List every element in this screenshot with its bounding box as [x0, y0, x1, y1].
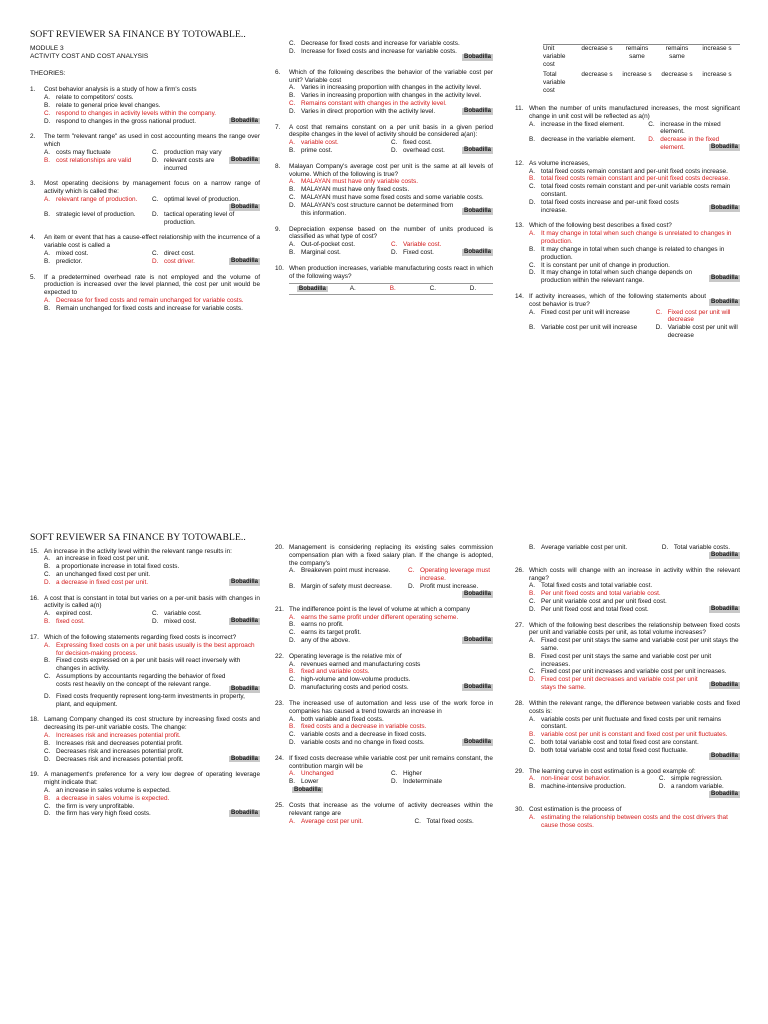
question-17: 17. Which of the following statements regarding fixed costs is incorrect? A. Expressing fixed costs on a per unit basis usually is the best approach for decision-making process. B. Fixed costs expressed on a per unit basis will react inversely with changes in activity. C. Bobadilla Assumptions by accountants regarding the behavior of fixed costs rest heavily on the concept of the relevant range. D. Fixed costs frequently represent long-term investments in property, plant, and equipment. [30, 633, 258, 708]
question-stem: Cost behavior analysis is a study of how a firm's costs [44, 86, 197, 94]
author-tag: Bobadilla [710, 275, 738, 282]
question-5-option-d: D. Bobadilla Increase for fixed costs and increase for variable costs. [289, 47, 491, 60]
question-stem: If activity increases, which of the following statements about cost behavior is true? [529, 292, 706, 308]
question-stem: Cost estimation is the process of [529, 805, 622, 813]
option-c: C. optimal level of production. Bobadilla [152, 196, 258, 210]
author-tag: Bobadilla [230, 755, 258, 762]
author-tag: Bobadilla [230, 618, 258, 625]
question-stem: A cost that is constant in total but varies on a per-unit basis with changes in activity is called a(n) [44, 594, 260, 610]
option-b: B. Fixed cost per unit stays the same and variable cost per unit increases. [529, 652, 712, 668]
author-tag: Bobadilla [230, 203, 258, 210]
option-d: D. Variable cost per unit will decrease [655, 324, 738, 339]
author-tag: Bobadilla [463, 207, 491, 214]
option-d: D. Fixed costs frequently represent long-term investments in property, plant, and equipment. [44, 692, 245, 708]
question-9: 9. Depreciation expense based on the number of units produced is classified as what type of cost? A. Out-of-pocket cost. C. Variable cost. B. Marginal cost. D. Fixed cost. Bobadilla [275, 225, 493, 256]
author-tag: Bobadilla [710, 298, 738, 305]
option-c: C. production may vary [152, 148, 222, 156]
option-a: A. total fixed costs remain constant and per-unit fixed costs increase. [529, 167, 728, 175]
option-c: C. MALAYAN must have some fixed costs and some variable costs. [289, 194, 484, 202]
question-stem: An increase in the activity level within the relevant range results in: [44, 547, 232, 555]
author-tag: Bobadilla [463, 248, 491, 255]
question-stem: When production increases, variable manufacturing costs react in which of the following ways? [289, 264, 493, 280]
option-d: D. Bobadilla Decreases risk and increases potential profit. [44, 755, 258, 763]
option-d-correct: D. Bobadilla a decrease in fixed cost per unit. [44, 578, 258, 586]
author-tag: Bobadilla [463, 684, 491, 691]
option-d: D. Bobadilla respond to changes in the gross national product. [44, 117, 258, 125]
question-21: 21. The indifference point is the level of volume at which a company A. earns the same profit under different operating scheme. B. earns no profit. C. earns its target profit. D. Bobadilla any of the above. [275, 605, 491, 645]
author-tag: Bobadilla [463, 107, 491, 114]
option-d: D. a random variable. Bobadilla [658, 783, 738, 798]
option-b: B. Remain unchanged for fixed costs and increase for variable costs. [44, 304, 243, 312]
author-tag: Bobadilla [463, 590, 491, 597]
author-tag: Bobadilla [710, 752, 738, 759]
option-a-correct: A. Average cost per unit. [289, 817, 364, 825]
option-d: D. mixed cost. Bobadilla [152, 618, 258, 626]
question-19: 19. A management's preference for a very low degree of operating leverage might indicate that: A. an increase in sales volume is expected. B. a decrease in sales volume is expected. C. the firm is very unprofitable. D. Bobadilla the firm has very high fixed costs. [30, 771, 260, 818]
question-5-option-c: C. Decrease for fixed costs and increase for variable costs. [289, 40, 460, 47]
option-a-correct: A. Unchanged [289, 770, 334, 778]
option-a: A. an increase in sales volume is expected. [44, 786, 171, 794]
author-tag: Bobadilla [710, 204, 738, 211]
option-a: A. Breakeven point must increase. [289, 567, 391, 575]
question-stem: An item or event that has a cause-effect relationship with the incurrence of a variable cost is called a [44, 234, 260, 250]
option-a: A. increase in the fixed element. [529, 120, 625, 128]
question-10: 10. When production increases, variable manufacturing costs react in which of the following ways? Bobadilla A. B. C. D. [275, 265, 493, 296]
page2-column-1 [30, 528, 260, 818]
author-tag: Bobadilla [230, 117, 258, 124]
page2-column-2 [275, 544, 493, 825]
option-a: A. Out-of-pocket cost. [289, 241, 355, 249]
option-d: D. Bobadilla both total variable cost and total fixed cost fluctuate. [529, 746, 738, 759]
question-stem: The term "relevant range" as used in cost accounting means the range over which [44, 133, 260, 149]
table-row: Total variable cost decrease s increase s decrease s increase s [543, 71, 732, 95]
question-11: 11. When the number of units manufactured increases, the most significant change in unit cost will be reflected as a(n) A. increase in the fixed element. C. increase in the mixed element. B. decrease in the variable element. D. decrease in the fixed element. Bobadilla [515, 104, 740, 151]
page2-column-3 [515, 544, 740, 829]
question-stem: Lamang Company changed its cost structure by increasing fixed costs and decreasing its per-unit variable costs. The change: [44, 716, 260, 732]
option-d: D. Bobadilla Per unit fixed cost and total fixed cost. [529, 605, 738, 613]
module-subtitle: ACTIVITY COST AND COST ANALYSIS [30, 53, 149, 61]
option-c: C. Fixed cost per unit increases and variable cost per unit increases. [529, 668, 727, 676]
option-c: C. the firm is very unprofitable. [44, 802, 135, 810]
page-title: SOFT REVIEWER SA FINANCE BY TOTOWABLE.. [30, 30, 246, 40]
question-stem: The learning curve in cost estimation is a good example of: [529, 767, 696, 775]
option-d: D. Bobadilla manufacturing costs and period costs. [289, 684, 491, 692]
option-b: B. Lower [289, 778, 319, 786]
option-a: A. an increase in fixed cost per unit. [44, 555, 150, 563]
question-stem: Which of the following statements regarding fixed costs is incorrect? [44, 633, 237, 641]
option-c: C. fixed cost. [391, 139, 432, 147]
question-stem: Which costs will change with an increase in activity within the relevant range? [529, 566, 740, 582]
option-b-correct: B. fixed and variable costs. [289, 668, 370, 676]
option-c: C. Per unit variable cost and per unit fixed cost. [529, 597, 667, 605]
question-14: 14. Bobadilla If activity increases, which of the following statements about cost behavior is true? A. Fixed cost per unit will increase C. Fixed cost per unit will decrease B. Variable cost per unit will increase D. Variable cost per unit will decrease [515, 292, 738, 339]
choice-c-header: C. [413, 284, 453, 295]
module-label: MODULE 3 [30, 44, 64, 52]
option-c: C. both total variable cost and total fixed cost are constant. [529, 738, 699, 746]
question-stem: Which of the following best describes the relationship between fixed costs per unit and variable costs per unit, as total volume increases? [529, 621, 740, 637]
option-c: C. Total fixed costs. [414, 817, 474, 825]
option-c: C. earns its target profit. [289, 629, 362, 637]
question-stem: When the number of units manufactured increases, the most significant change in unit cost will be reflected as a(n) [529, 104, 740, 120]
question-4: 4. An item or event that has a cause-effect relationship with the incurrence of a variable cost is called a A. mixed cost. C. direct cost. B. predictor. D. cost driver. Bobadilla [30, 234, 260, 265]
author-tag: Bobadilla [463, 147, 491, 154]
question-1 [30, 86, 260, 125]
option-a-correct: A. variable cost. [289, 139, 339, 147]
option-b: B. Fixed costs expressed on a per unit basis will react inversely with changes in activity. [44, 657, 241, 673]
question-15: 15. An increase in the activity level within the relevant range results in: A. an increase in fixed cost per unit. B. a proportionate increase in total fixed costs. C. an unchanged fixed cost per unit. D. Bobadilla a decrease in fixed cost per unit. [30, 547, 258, 586]
page1-column-1 [30, 0, 260, 313]
author-tag: Bobadilla [710, 551, 738, 558]
author-tag: Bobadilla [230, 257, 258, 264]
question-12: 12. As volume increases, A. total fixed costs remain constant and per-unit fixed costs increase. B. total fixed costs remain constant and per-unit fixed costs decrease. C. total fixed costs remain constant and per-unit variable costs remain constant. D. Bobadilla total fixed costs increase and per-unit fixed costs increase. [515, 159, 738, 214]
option-d: D. Indeterminate [391, 778, 443, 786]
option-d: D. tactical operating level of production. [152, 210, 235, 226]
question-stem: The increased use of automation and less use of the work force in companies has caused a trend towards an increase in [289, 699, 493, 715]
question-13: 13. Which of the following best describes a fixed cost? A. It may change in total when such change is unrelated to changes in production. B. It may change in total when such change is related to changes in production. C. It is constant per unit of change in production. D. Bobadilla It may change in total when such change depends on production within the relevant range. [515, 222, 738, 285]
option-c: C. Higher [391, 770, 422, 778]
option-c: C. variable costs and a decrease in fixed costs. [289, 731, 427, 739]
option-a: A. variable costs per unit fluctuate and fixed costs per unit remains constant. [529, 715, 722, 731]
option-b: B. prime cost. [289, 147, 333, 155]
question-18: 18. Lamang Company changed its cost structure by increasing fixed costs and decreasing its per-unit variable costs. The change: A. Increases risk and increases potential profit. B. Increases risk and decreases potential profit. C. Decreases risk and increases potential profit. D. Bobadilla Decreases risk and increases potential profit. [30, 716, 260, 763]
question-stem: Malayan Company's average cost per unit is the same at all levels of volume. Which of the following is true? [289, 162, 493, 178]
option-d: D. Profit must increase. Bobadilla [408, 583, 491, 597]
question-5: 5. If a predetermined overhead rate is not employed and the volume of production is increased over the level planned, the cost per unit would be expected to A. Decrease for fixed costs and remain unchanged for variable costs. B. Remain unchanged for fixed costs and increase for variable costs. [30, 273, 260, 312]
option-a: A. expired cost. [44, 610, 93, 618]
option-b: B. a proportionate increase in total fixed costs. [44, 563, 180, 571]
question-6: 6. Which of the following describes the behavior of the variable cost per unit? Variable cost A. Varies in increasing proportion with changes in the activity level. B. Varies in increasing proportion with changes in the activity level. C. Remains constant with changes in the activity level. D. Bobadilla Varies in direct proportion with the activity level. [275, 68, 493, 115]
option-c: C. variable cost. [152, 610, 202, 618]
option-b: B. machine-intensive production. [529, 783, 626, 791]
option-a: A. revenues earned and manufacturing costs [289, 660, 421, 668]
option-b: B. Variable cost per unit will increase [529, 324, 638, 332]
author-tag: Bobadilla [230, 810, 258, 817]
option-c-correct: C. Operating leverage must increase. [408, 567, 490, 583]
table-row: Unit variable cost decrease s remains same remains same increase s [543, 45, 732, 68]
option-b-correct: B. Per unit fixed costs and total variable cost. [529, 590, 661, 598]
option-a: A. mixed cost. [44, 249, 89, 257]
option-b-correct: B. a decrease in sales volume is expected. [44, 794, 170, 802]
author-tag: Bobadilla [463, 637, 491, 644]
option-b: B. Margin of safety must decrease. [289, 583, 392, 591]
option-d: D. Fixed cost. Bobadilla [391, 248, 491, 256]
option-a-correct: A. It may change in total when such change is unrelated to changes in production. [529, 230, 732, 246]
option-b-correct: B. total fixed costs remain constant and per-unit fixed costs decrease. [529, 175, 730, 183]
question-28: 28. Within the relevant range, the difference between variable costs and fixed costs is: A. variable costs per unit fluctuate and fixed costs per unit remains constant. B. variable cost per unit is constant and fixed cost per unit fluctuates. C. both total variable cost and total fixed cost are constant. D. Bobadilla both total variable cost and total fixed cost fluctuate. [515, 699, 740, 759]
option-b: B. strategic level of production. [44, 210, 136, 218]
question-26: 26. Which costs will change with an increase in activity within the relevant range? A. Total fixed costs and total variable cost. B. Per unit fixed costs and total variable cost. C. Per unit variable cost and per unit fixed cost. D. Bobadilla Per unit fixed cost and total fixed cost. [515, 566, 740, 613]
option-d: D. Bobadilla MALAYAN's cost structure cannot be determined from this information. [289, 201, 491, 217]
question-stem: If a predetermined overhead rate is not employed and the volume of production is increased over the level planned, the cost per unit would be expected to [44, 273, 260, 297]
option-c-correct: C. respond to changes in activity levels within the company. [44, 109, 217, 117]
option-a-correct: A. relevant range of production. [44, 196, 138, 204]
author-tag: Bobadilla [289, 284, 333, 295]
option-d-correct: D. decrease in the fixed element. Bobadilla [648, 136, 738, 151]
option-c: C. Decreases risk and increases potential profit. [44, 747, 184, 755]
question-stem: As volume increases, [529, 159, 590, 167]
question-29: 29. The learning curve in cost estimation is a good example of: A. non-linear cost behavior. C. simple regression. B. machine-intensive production. D. a random variable. Bobadilla [515, 767, 738, 798]
page1-column-2 [275, 40, 493, 295]
page1-column-3 [515, 40, 740, 340]
author-tag: Bobadilla [463, 738, 491, 745]
author-tag: Bobadilla [230, 156, 258, 163]
question-22: 22. Operating leverage is the relative mix of A. revenues earned and manufacturing costs B. fixed and variable costs. C. high-volume and low-volume products. D. Bobadilla manufacturing costs and period costs. [275, 652, 491, 692]
option-a: A. Fixed cost per unit stays the same and variable cost per unit stays the same. [529, 637, 739, 653]
question-24: 24. If fixed costs decrease while variable cost per unit remains constant, the contribution margin will be A. Unchanged C. Higher B. Lower D. Indeterminate Bobadilla [275, 754, 493, 794]
option-b: B. It may change in total when such change is related to changes in production. [529, 245, 725, 261]
author-tag: Bobadilla [710, 143, 738, 150]
option-b: B. relate to general price level changes. [44, 101, 161, 109]
option-b: B. Varies in increasing proportion with changes in the activity level. [289, 92, 482, 100]
author-tag: Bobadilla [230, 685, 258, 692]
option-a-correct: A. Increases risk and increases potential profit. [44, 732, 181, 740]
question-stem: The indifference point is the level of volume at which a company [289, 605, 471, 613]
option-a: A. Total fixed costs and total variable cost. [529, 582, 653, 590]
option-c-correct: C. Fixed cost per unit will decrease [655, 308, 731, 324]
option-c: C. increase in the mixed element. [648, 120, 721, 136]
option-b-correct: B. cost relationships are valid [44, 156, 132, 164]
question-20: 20. Management is considering replacing its existing sales commission compensation plan with a fixed salary plan. If the change is adopted, the company's A. Breakeven point must increase. C. Operating leverage must increase. B. Margin of safety must decrease. D. Profit must increase. Bobadilla [275, 544, 493, 597]
option-d: D. Bobadilla the firm has very high fixed costs. [44, 810, 258, 818]
author-tag: Bobadilla [463, 53, 491, 60]
option-c: C. It is constant per unit of change in production. [529, 261, 670, 269]
option-c-correct: C. Remains constant with changes in the activity level. [289, 99, 447, 107]
answer-choice-table [289, 283, 493, 295]
question-25-option-b: B. Average variable cost per unit. [529, 544, 628, 551]
question-stem: A management's preference for a very low degree of operating leverage might indicate that: [44, 771, 260, 787]
author-tag: Bobadilla [710, 605, 738, 612]
option-a-correct: A. MALAYAN must have only variable costs. [289, 178, 418, 186]
option-b: B. Increases risk and decreases potential profit. [44, 739, 183, 747]
option-b-correct: B. fixed costs and a decrease in variable costs. [289, 723, 427, 731]
question-stem: Depreciation expense based on the number of units produced is classified as what type of cost? [289, 225, 493, 241]
option-a: A. costs may fluctuate [44, 148, 111, 156]
option-d: D. Bobadilla total fixed costs increase and per-unit fixed costs increase. [529, 198, 738, 214]
author-tag: Bobadilla [710, 791, 738, 798]
option-d: D. Bobadilla Varies in direct proportion with the activity level. [289, 107, 491, 115]
question-2: 2. The term "relevant range" as used in cost accounting means the range over which A. costs may fluctuate C. production may vary B. cost relationships are valid D. Bobadilla relevant costs are incurred [30, 133, 260, 172]
page-2 [0, 528, 768, 1024]
q10-choices-table [543, 44, 740, 95]
option-d: D. Bobadilla variable costs and no change in fixed costs. [289, 738, 491, 746]
question-stem: A cost that remains constant on a per unit basis in a given period despite changes in the level of activity should be considered a(an): [289, 123, 493, 139]
option-a: A. relate to competitors' costs. [44, 94, 134, 102]
option-c: C. total fixed costs remain constant and per-unit variable costs remain constant. [529, 183, 731, 198]
question-stem: If fixed costs decrease while variable cost per unit remains constant, the contribution margin will be [289, 754, 493, 770]
option-d: D. Bobadilla It may change in total when such change depends on production within the relevant range. [529, 269, 738, 285]
question-stem: Which of the following best describes a fixed cost? [529, 222, 672, 230]
question-25: 25. Costs that increase as the volume of activity decreases within the relevant range are A. Average cost per unit. C. Total fixed costs. [275, 801, 493, 825]
option-d: D. Bobadilla relevant costs are incurred [152, 156, 258, 172]
option-c-correct: C. Variable cost. [391, 241, 442, 249]
question-30: 30. Cost estimation is the process of A. estimating the relationship between costs and the cost drivers that cause those costs. [515, 806, 740, 829]
option-b-correct: B. variable cost per unit is constant and fixed cost per unit fluctuates. [529, 731, 728, 739]
option-d: D. Bobadilla any of the above. [289, 637, 491, 645]
choice-a-header: A. [333, 284, 373, 295]
option-b: B. decrease in the variable element. [529, 136, 636, 144]
author-tag: Bobadilla [294, 787, 322, 794]
option-c: C. an unchanged fixed cost per unit. [44, 571, 151, 579]
option-b: B. MALAYAN must have only fixed costs. [289, 186, 410, 194]
option-b-correct: B. fixed cost. [44, 618, 85, 626]
author-tag: Bobadilla [230, 578, 258, 585]
option-c: C. direct cost. [152, 249, 195, 257]
choice-d-header: D. [453, 284, 493, 295]
option-a-correct: A. estimating the relationship between costs and the cost drivers that cause those costs. [529, 813, 728, 829]
option-d-correct: D. cost driver. Bobadilla [152, 257, 258, 265]
question-27: 27. Which of the following best describes the relationship between fixed costs per unit and variable costs per unit, as total volume increases? A. Fixed cost per unit stays the same and variable cost per unit stays the same. B. Fixed cost per unit stays the same and variable cost per unit increases. C. Fixed cost per unit increases and variable cost per unit increases. D. Bobadilla Fixed cost per unit decreases and variable cost per unit stays the same. [515, 621, 740, 692]
question-stem: Operating leverage is the relative mix of [289, 652, 402, 660]
option-b: B. predictor. [44, 257, 83, 265]
question-stem: Which of the following describes the behavior of the variable cost per unit? Variable cost [289, 68, 493, 84]
question-16: 16. A cost that is constant in total but varies on a per-unit basis with changes in activity is called a(n) A. expired cost. C. variable cost. B. fixed cost. D. mixed cost. Bobadilla [30, 594, 260, 626]
question-number: 1. [30, 86, 36, 94]
option-a-correct: A. Decrease for fixed costs and remain unchanged for variable costs. [44, 297, 244, 305]
option-c: C. high-volume and low-volume products. [289, 676, 411, 684]
question-25-option-d: D. Total variable costs. Bobadilla [661, 544, 738, 558]
question-3: 3. Most operating decisions by management focus on a narrow range of activity which is called the: A. relevant range of production. C. optimal level of production. Bobadilla B. strategic level of production. D. tactical operating level of production. [30, 180, 260, 226]
question-8: 8. Malayan Company's average cost per unit is the same at all levels of volume. Which of the following is true? A. MALAYAN must have only variable costs. B. MALAYAN must have only fixed costs. C. MALAYAN must have some fixed costs and some variable costs. D. Bobadilla MALAYAN's cost structure cannot be determined from this information. [275, 162, 493, 217]
option-a: A. Fixed cost per unit will increase [529, 308, 630, 316]
option-a: A. both variable and fixed costs. [289, 715, 384, 723]
option-c: C. Bobadilla Assumptions by accountants regarding the behavior of fixed costs rest heavily on the concept of the relevant range. [44, 672, 258, 692]
theories-heading: THEORIES: [30, 69, 66, 77]
question-stem: Management is considering replacing its existing sales commission compensation plan with a fixed salary plan. If the change is adopted, the company's [289, 544, 493, 567]
option-c: C. simple regression. [658, 775, 723, 783]
option-a: A. Varies in increasing proportion with changes in the activity level. [289, 84, 482, 92]
question-stem: Most operating decisions by management focus on a narrow range of activity which is called the: [44, 180, 260, 196]
option-b: B. Marginal cost. [289, 248, 341, 256]
choice-b-header-correct: B. [373, 284, 413, 295]
question-stem: Costs that increase as the volume of activity decreases within the relevant range are [289, 801, 493, 817]
page-title: SOFT REVIEWER SA FINANCE BY TOTOWABLE.. [30, 533, 246, 543]
option-a-correct: A. earns the same profit under different operating scheme. [289, 613, 459, 621]
question-stem: Within the relevant range, the difference between variable costs and fixed costs is: [529, 699, 740, 715]
option-d: D. overhead cost. Bobadilla [391, 147, 491, 155]
question-23: 23. The increased use of automation and less use of the work force in companies has caused a trend towards an increase in A. both variable and fixed costs. B. fixed costs and a decrease in variable costs. C. variable costs and a decrease in fixed costs. D. Bobadilla variable costs and no change in fixed costs. [275, 699, 493, 746]
option-b: B. earns no profit. [289, 621, 344, 629]
question-7: 7. A cost that remains constant on a per unit basis in a given period despite changes in the level of activity should be considered a(an): A. variable cost. C. fixed cost. B. prime cost. D. overhead cost. Bobadilla [275, 123, 493, 155]
author-tag: Bobadilla [710, 682, 738, 689]
option-a-correct: A. Expressing fixed costs on a per unit basis usually is the best approach for decision-making process. [44, 641, 255, 657]
option-a-correct: A. non-linear cost behavior. [529, 775, 611, 783]
option-d-correct: D. Bobadilla Fixed cost per unit decreases and variable cost per unit stays the same. [529, 676, 738, 692]
